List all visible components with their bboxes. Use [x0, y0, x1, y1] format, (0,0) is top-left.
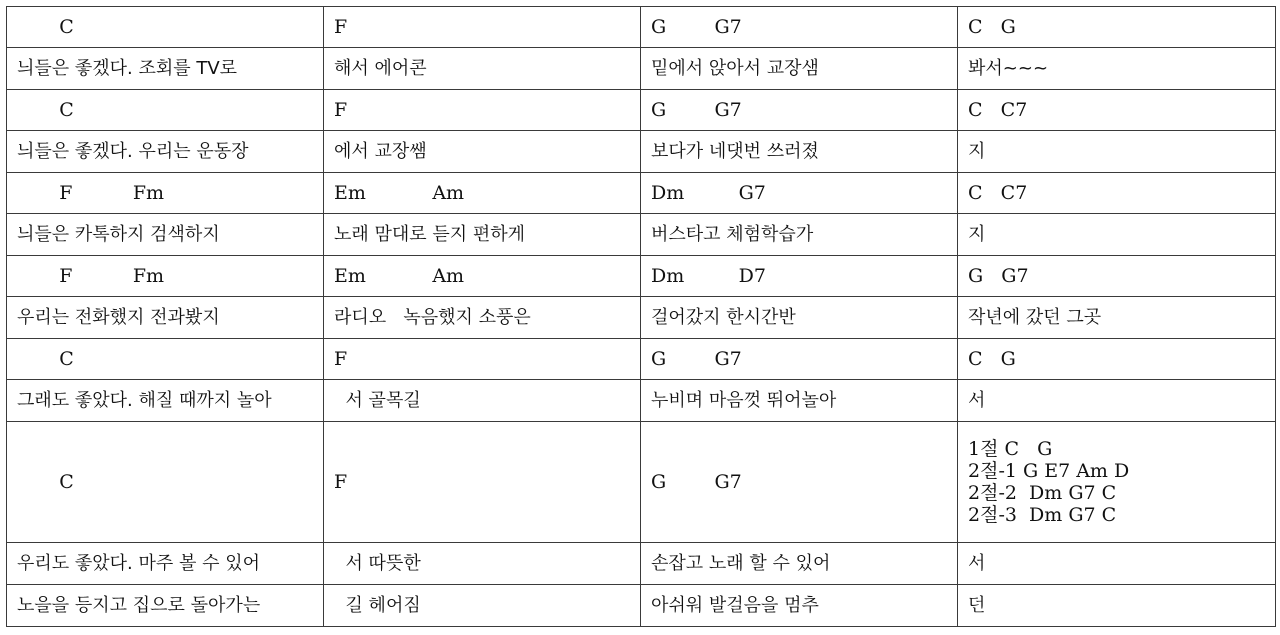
lyric-cell: 서 골목길: [324, 380, 641, 422]
verse-ending-line: 2절-1 G E7 Am D: [968, 460, 1130, 482]
chord-row: [7, 256, 1276, 297]
lyric-cell: 늬들은 좋겠다. 조회를 TV로: [7, 48, 324, 90]
lyric-cell: 에서 교장쌤: [324, 131, 641, 173]
lyric-cell: 봐서~~~: [958, 48, 1276, 90]
chord-cell: F Fm: [7, 256, 324, 297]
chord-cell-verse-endings: [958, 422, 1276, 543]
lyric-row: [7, 543, 1276, 585]
chord-cell: G G7: [641, 339, 958, 380]
lyric-cell: 우리는 전화했지 전과봤지: [7, 297, 324, 339]
lyric-cell: 길 헤어짐: [324, 585, 641, 627]
lyric-cell: 던: [958, 585, 1276, 627]
chord-cell: F Fm: [7, 173, 324, 214]
chord-cell: G G7: [641, 7, 958, 48]
lyric-cell: 보다가 네댓번 쓰러졌: [641, 131, 958, 173]
lyric-cell: 서 따뜻한: [324, 543, 641, 585]
chord-row: [7, 173, 1276, 214]
verse-ending-line: 2절-2 Dm G7 C: [968, 482, 1117, 504]
chord-row: [7, 339, 1276, 380]
chord-cell: F: [324, 422, 641, 543]
chord-cell: Dm G7: [641, 173, 958, 214]
lyric-cell: 서: [958, 380, 1276, 422]
chord-cell: F: [324, 339, 641, 380]
chord-row: [7, 7, 1276, 48]
chord-cell: C: [7, 7, 324, 48]
chord-cell: C C7: [958, 173, 1276, 214]
chord-row: [7, 90, 1276, 131]
chord-cell: C: [7, 339, 324, 380]
lyric-row: [7, 297, 1276, 339]
chord-lyric-sheet: [6, 6, 1276, 627]
lyric-cell: 라디오 녹음했지 소풍은: [324, 297, 641, 339]
lyric-cell: 그래도 좋았다. 해질 때까지 놀아: [7, 380, 324, 422]
lyric-row: [7, 585, 1276, 627]
lyric-cell: 누비며 마음껏 뛰어놀아: [641, 380, 958, 422]
lyric-cell: 지: [958, 131, 1276, 173]
chord-cell: Dm D7: [641, 256, 958, 297]
verse-ending-line: 2절-3 Dm G7 C: [968, 504, 1117, 526]
lyric-cell: 버스타고 체험학습가: [641, 214, 958, 256]
lyric-cell: 서: [958, 543, 1276, 585]
chord-cell: Em Am: [324, 256, 641, 297]
lyric-row: [7, 48, 1276, 90]
lyric-cell: 지: [958, 214, 1276, 256]
lyric-cell: 걸어갔지 한시간반: [641, 297, 958, 339]
lyric-cell: 늬들은 좋겠다. 우리는 운동장: [7, 131, 324, 173]
chord-cell: Em Am: [324, 173, 641, 214]
lyric-row: [7, 380, 1276, 422]
lyric-cell: 늬들은 카톡하지 검색하지: [7, 214, 324, 256]
chord-cell: C G: [958, 339, 1276, 380]
lyric-cell: 우리도 좋았다. 마주 볼 수 있어: [7, 543, 324, 585]
chord-cell: C: [7, 422, 324, 543]
chord-cell: C C7: [958, 90, 1276, 131]
chord-cell: G G7: [641, 422, 958, 543]
chord-cell: G G7: [958, 256, 1276, 297]
lyric-cell: 노래 맘대로 듣지 편하게: [324, 214, 641, 256]
lyric-row: [7, 214, 1276, 256]
chord-cell: G G7: [641, 90, 958, 131]
lyric-cell: 아쉬워 발걸음을 멈추: [641, 585, 958, 627]
lyric-row: [7, 131, 1276, 173]
lyric-cell: 해서 에어콘: [324, 48, 641, 90]
lyric-cell: 노을을 등지고 집으로 돌아가는: [7, 585, 324, 627]
chord-cell: C: [7, 90, 324, 131]
verse-ending-line: 1절 C G: [968, 438, 1053, 460]
chord-cell: F: [324, 7, 641, 48]
lyric-cell: 작년에 갔던 그곳: [958, 297, 1276, 339]
lyric-cell: 손잡고 노래 할 수 있어: [641, 543, 958, 585]
chord-cell: C G: [958, 7, 1276, 48]
chord-cell: F: [324, 90, 641, 131]
chord-row: [7, 422, 1276, 543]
lyric-cell: 밑에서 앉아서 교장샘: [641, 48, 958, 90]
